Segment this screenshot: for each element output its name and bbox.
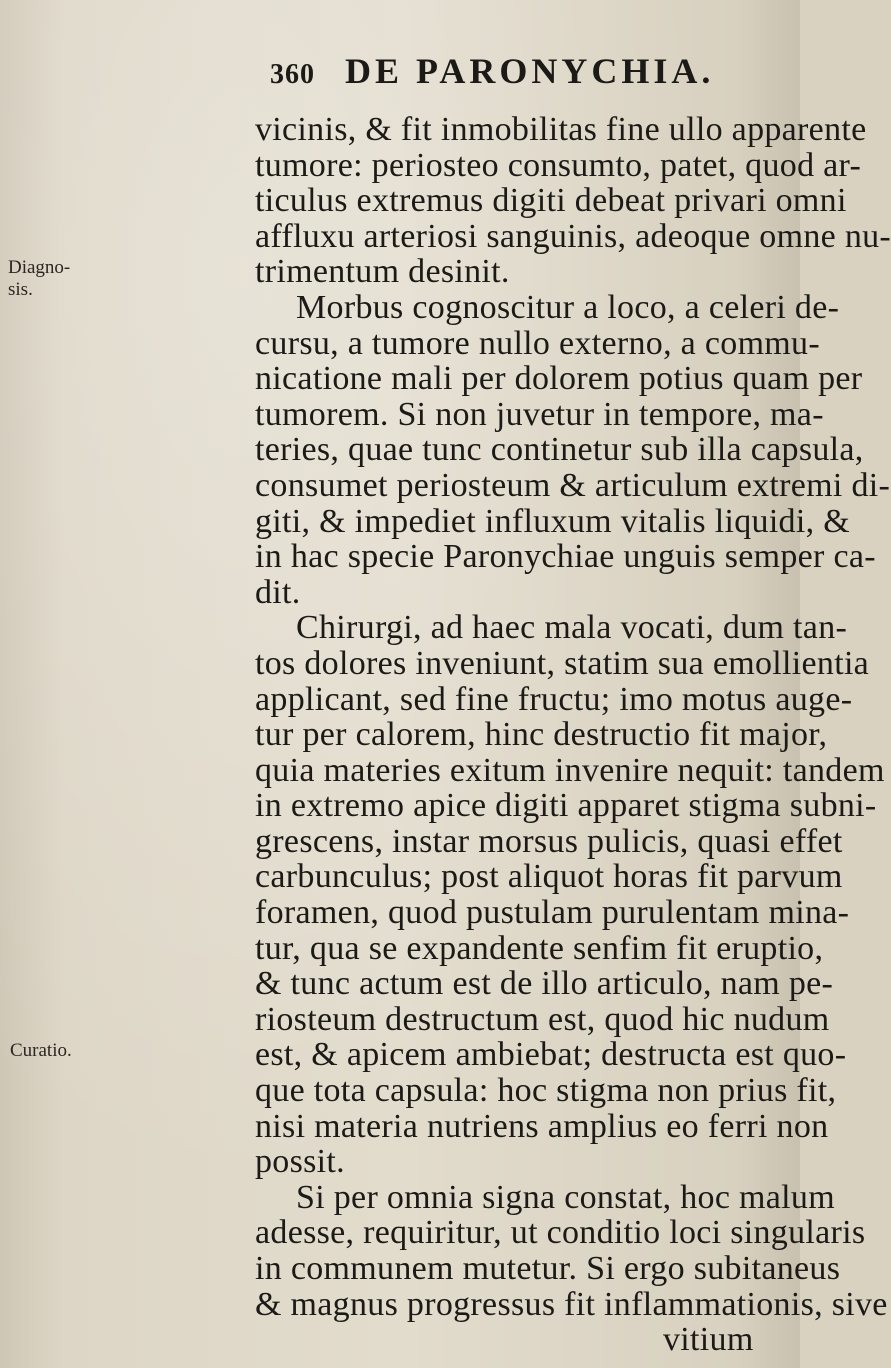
text-line: tumorem. Si non juvetur in tempore, ma-: [255, 395, 824, 433]
text-line: est, & apicem ambiebat; destructa est quo-: [255, 1036, 847, 1074]
catchword: vitium: [663, 1321, 754, 1359]
text-line: carbunculus; post aliquot horas fit parvum: [255, 858, 843, 896]
text-line: vicinis, & fit inmobilitas fine ullo apparente: [255, 111, 867, 148]
text-line: quia materies exitum invenire nequit: tandem: [255, 751, 885, 789]
text-line: applicant, sed fine fructu; imo motus auge-: [255, 680, 853, 718]
text-line: affluxu arteriosi sanguinis, adeoque omne nu-: [255, 217, 891, 255]
text-line: in hac specie Paronychiae unguis semper ca-: [255, 538, 876, 576]
text-line: nicatione mali per dolorem potius quam per: [255, 360, 863, 398]
text-line: tur, qua se expandente senfim fit eruptio,: [255, 929, 824, 967]
text-line: tos dolores inveniunt, statim sua emollientia: [255, 644, 870, 682]
text-line: foramen, quod pustulam purulentam mina-: [255, 894, 850, 932]
text-line: que tota capsula: hoc stigma non prius fit,: [255, 1072, 837, 1110]
page-number: 360: [270, 59, 315, 90]
text-line: in extremo apice digiti apparet stigma subni-: [255, 787, 877, 825]
text-line: giti, & impediet influxum vitalis liquidi, &: [255, 502, 850, 540]
paragraph-start-line: Si per omnia signa constat, hoc malum: [296, 1178, 835, 1216]
margin-note-text: Diagno- sis.: [8, 257, 71, 300]
margin-note-diagnosis: [8, 257, 70, 301]
text-line: cursu, a tumore nullo externo, a commu-: [255, 324, 820, 362]
paragraph-start-line: Chirurgi, ad haec mala vocati, dum tan-: [296, 609, 848, 647]
text-line: riosteum destructum est, quod hic nudum: [255, 1000, 830, 1038]
text-line: tur per calorem, hinc destructio fit major,: [255, 716, 828, 754]
text-line: in communem mutetur. Si ergo subitaneus: [255, 1250, 841, 1287]
body-text: [238, 111, 891, 1359]
margin-note-text: Curatio.: [10, 1040, 72, 1061]
text-line: trimentum desinit.: [255, 253, 510, 291]
text-line: grescens, instar morsus pulicis, quasi effet: [255, 822, 843, 860]
paragraph-start-line: Morbus cognoscitur a loco, a celeri de-: [296, 288, 840, 326]
margin-note-curatio: [10, 1040, 72, 1062]
text-line: possit.: [255, 1143, 345, 1181]
text-line: nisi materia nutriens amplius eo ferri non: [255, 1107, 829, 1145]
page-header: [270, 50, 730, 102]
text-line: consumet periosteum & articulum extremi di-: [255, 466, 891, 504]
text-line: tumore: periosteo consumto, patet, quod ar-: [255, 146, 862, 184]
running-head: DE PARONYCHIA.: [345, 51, 715, 91]
text-line: dit.: [255, 573, 301, 611]
text-line: & magnus progressus fit inflammationis, sive: [255, 1285, 888, 1323]
text-line: teries, quae tunc continetur sub illa capsula,: [255, 431, 864, 469]
text-line: ticulus extremus digiti debeat privari omni: [255, 182, 847, 220]
text-line: & tunc actum est de illo articulo, nam pe-: [255, 965, 834, 1003]
text-line: adesse, requiritur, ut conditio loci singularis: [255, 1214, 866, 1252]
